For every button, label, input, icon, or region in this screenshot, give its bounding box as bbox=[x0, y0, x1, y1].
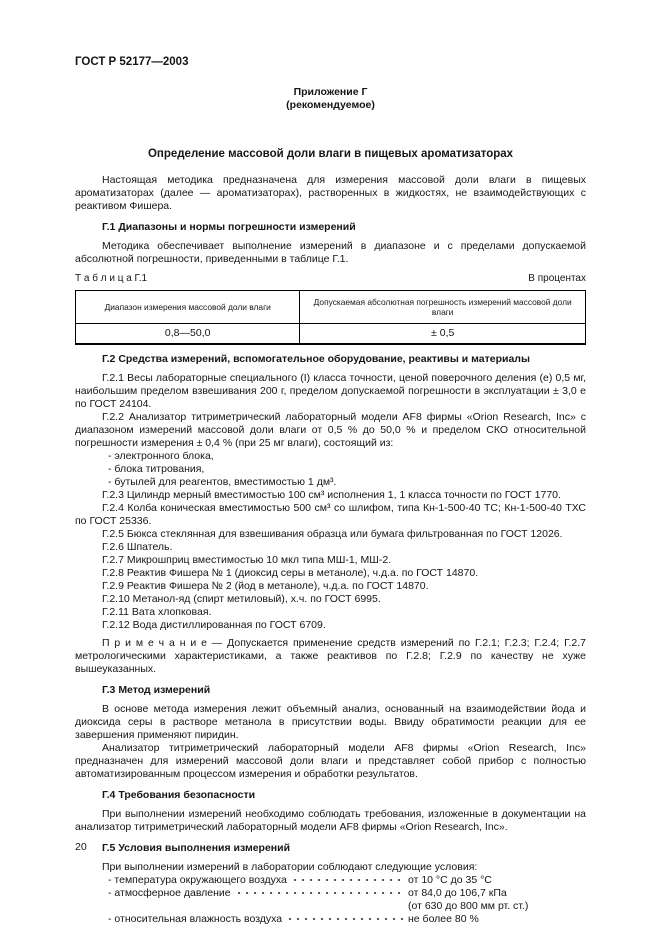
measurement-range-table bbox=[75, 290, 586, 345]
paragraph-g1: Методика обеспечивает выполнение измерений в диапазоне и с пределами допускаемой абсолютной погрешности, приведенными в таблице Г.1. bbox=[75, 240, 586, 265]
paragraph-g5-1: При выполнении измерений в лаборатории соблюдают следующие условия: bbox=[102, 861, 478, 873]
condition-value-secondary: (от 630 до 800 мм рт. ст.) bbox=[408, 900, 529, 912]
item-g2-10: Г.2.10 Метанол-яд (спирт метиловый), х.ч. по ГОСТ 6995. bbox=[102, 593, 381, 605]
item-g2-6: Г.2.6 Шпатель. bbox=[102, 541, 173, 553]
cell-range: 0,8—50,0 bbox=[76, 324, 300, 345]
condition-label: - относительная влажность воздуха bbox=[108, 913, 283, 925]
paragraph-g3-1: В основе метода измерения лежит объемный анализ, основанный на взаимодействии йода и диоксида серы в растворе метанола в присутствии воды. Ввиду обратимости реакции для ее завершения применяют пиридин. bbox=[75, 703, 586, 741]
table-caption: Т а б л и ц а Г.1 bbox=[75, 273, 148, 284]
item-g2-8: Г.2.8 Реактив Фишера № 1 (диоксид серы в метаноле), ч.д.а. по ГОСТ 14870. bbox=[102, 567, 479, 579]
page-number: 20 bbox=[75, 841, 87, 853]
section-heading-g2: Г.2 Средства измерений, вспомогательное оборудование, реактивы и материалы bbox=[102, 353, 530, 365]
condition-value: не более 80 % bbox=[408, 913, 479, 925]
condition-row-temperature bbox=[75, 874, 586, 887]
condition-value: от 10 °С до 35 °С bbox=[408, 874, 492, 886]
annex-block bbox=[75, 86, 586, 111]
condition-row-pressure bbox=[75, 887, 586, 900]
table-caption-row bbox=[75, 273, 586, 285]
item-g2-3: Г.2.3 Цилиндр мерный вместимостью 100 см³ исполнения 1, 1 класса точности по ГОСТ 1770. bbox=[102, 489, 561, 501]
item-g2-11: Г.2.11 Вата хлопковая. bbox=[102, 606, 212, 618]
condition-row-humidity bbox=[75, 913, 586, 926]
note-g2: П р и м е ч а н и е — Допускается применение средств измерений по Г.2.1; Г.2.3; Г.2.4; Г.2.7 метрологическими характеристиками, а также реактивов по Г.2.8; Г.2.9 по качеству не хуже вышеуказанных. bbox=[75, 637, 586, 675]
table-header-row bbox=[76, 291, 586, 324]
doc-title: Определение массовой доли влаги в пищевых ароматизаторах bbox=[147, 148, 514, 160]
sub-item-g2-2c: - бутылей для реагентов, вместимостью 1 дм³. bbox=[108, 476, 337, 488]
item-g2-2: Г.2.2 Анализатор титриметрический лабораторный модели AF8 фирмы «Orion Research, Inc» с диапазоном измерений массовой доли влаги от 0,5 % до 50,0 % и пределом СКО относительной погрешности измерения ± 0,4 % (при 25 мг влаги), состоящий из: bbox=[75, 411, 586, 449]
doc-code: ГОСТ Р 52177—2003 bbox=[75, 56, 189, 68]
intro-paragraph: Настоящая методика предназначена для измерения массовой доли влаги в пищевых ароматизаторах (далее — ароматизаторах), растворенных в жидкостях, не взаимодействующих с реактивом Фишера. bbox=[75, 174, 586, 212]
sub-item-g2-2a: - электронного блока, bbox=[108, 450, 214, 462]
condition-label: - температура окружающего воздуха bbox=[108, 874, 287, 886]
col-header-error: Допускаемая абсолютная погрешность измерений массовой доли влаги bbox=[300, 291, 586, 324]
item-g2-7: Г.2.7 Микрошприц вместимостью 10 мкл типа МШ-1, МШ-2. bbox=[102, 554, 392, 566]
section-heading-g4: Г.4 Требования безопасности bbox=[102, 789, 256, 801]
table-units-note: В процентах bbox=[528, 273, 586, 284]
condition-label: - атмосферное давление bbox=[108, 887, 231, 899]
section-heading-g1: Г.1 Диапазоны и нормы погрешности измерений bbox=[102, 221, 356, 233]
paragraph-g3-2: Анализатор титриметрический лабораторный модели AF8 фирмы «Orion Research, Inc» предназначен для измерений массовой доли влаги и представляет собой прибор с полностью автоматизированным процессом измерения и обработки результатов. bbox=[75, 742, 586, 780]
item-g2-12: Г.2.12 Вода дистиллированная по ГОСТ 6709. bbox=[102, 619, 326, 631]
section-heading-g3: Г.3 Метод измерений bbox=[102, 684, 211, 696]
table-row bbox=[76, 324, 586, 345]
annex-type: (рекомендуемое) bbox=[286, 98, 375, 111]
condition-value: от 84,0 до 106,7 кПа bbox=[408, 887, 507, 899]
sub-item-g2-2b: - блока титрования, bbox=[108, 463, 205, 475]
item-g2-4: Г.2.4 Колба коническая вместимостью 500 см³ со шлифом, типа Кн-1-500-40 ТС; Кн-1-500-40 ТХС по ГОСТ 25336. bbox=[75, 502, 586, 527]
item-g2-9: Г.2.9 Реактив Фишера № 2 (йод в метаноле), ч.д.а. по ГОСТ 14870. bbox=[102, 580, 429, 592]
col-header-range: Диапазон измерения массовой доли влаги bbox=[76, 291, 300, 324]
annex-label: Приложение Г bbox=[293, 86, 368, 98]
page-content bbox=[75, 56, 586, 926]
section-heading-g5: Г.5 Условия выполнения измерений bbox=[102, 842, 291, 854]
item-g2-5: Г.2.5 Бюкса стеклянная для взвешивания образца или бумага фильтрованная по ГОСТ 12026. bbox=[102, 528, 563, 540]
cell-error: ± 0,5 bbox=[300, 324, 586, 345]
paragraph-g4-1: При выполнении измерений необходимо соблюдать требования, изложенные в документации на анализатор титриметрический лабораторный модели AF8 фирмы «Orion Research, Inc». bbox=[75, 808, 586, 833]
item-g2-1: Г.2.1 Весы лабораторные специального (I) класса точности, ценой поверочного деления (е) 0,5 мг, наибольшим пределом взвешивания 200 г, пределом допускаемой погрешности в эксплуатации ± 3,0 е по ГОСТ 24104. bbox=[75, 372, 586, 410]
